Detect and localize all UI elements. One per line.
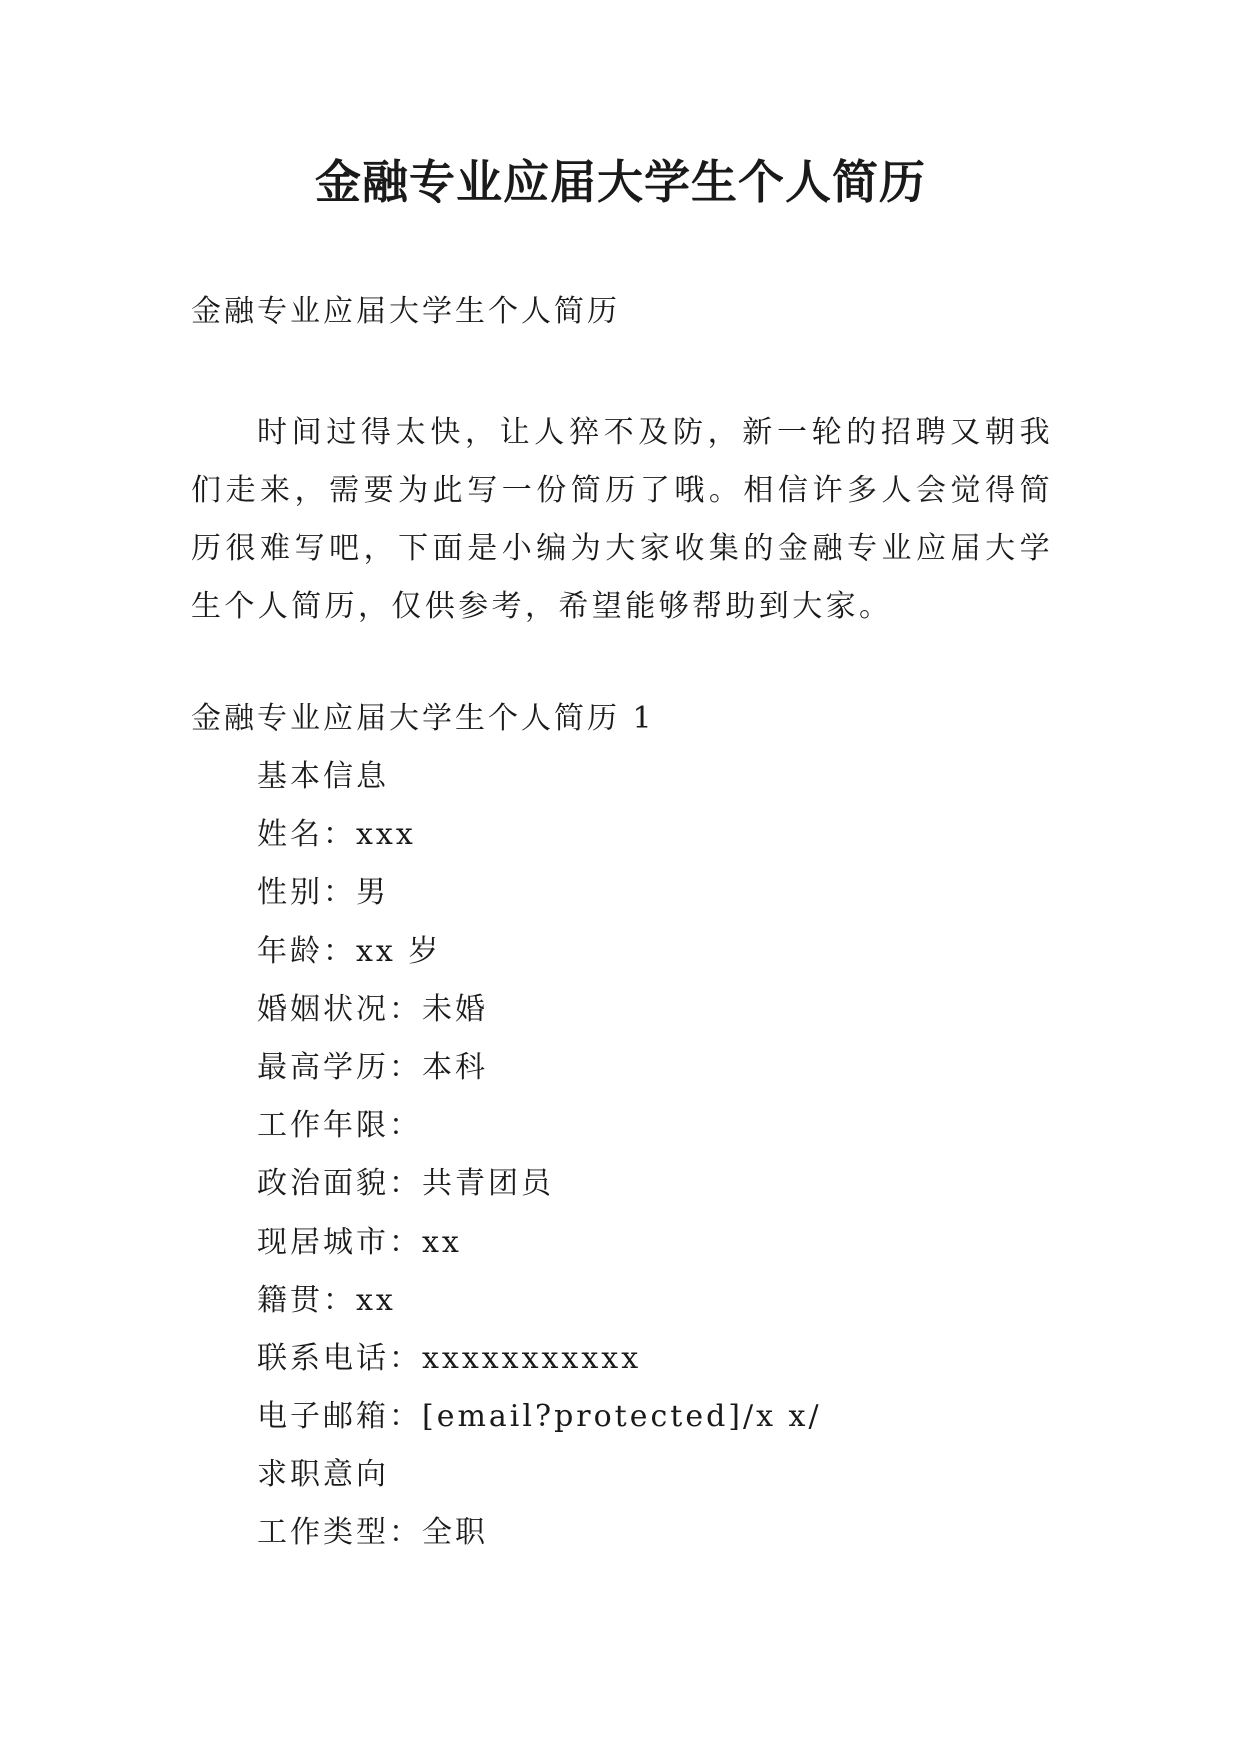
section-heading: 金融专业应届大学生个人简历 1 <box>191 701 655 736</box>
info-line-work-years: 工作年限： <box>257 1108 422 1144</box>
info-line-gender: 性别：男 <box>257 875 389 911</box>
info-line-marital-status: 婚姻状况：未婚 <box>257 991 488 1027</box>
info-line-basic-info-heading: 基本信息 <box>257 759 389 794</box>
intro-paragraph: 时间过得太快，让人猝不及防，新一轮的招聘又朝我们走来，需要为此写一份简历了哦。相信许多人会觉得简历很难写吧，下面是小编为大家收集的金融专业应届大学生个人简历，仅供参考，希望能够帮助到大家。 <box>191 415 1053 624</box>
info-line-email: 电子邮箱：[email?protected]/x x/ <box>257 1399 822 1435</box>
info-line-phone: 联系电话：xxxxxxxxxxx <box>257 1340 642 1376</box>
basic-info-list <box>257 755 822 1570</box>
info-line-political-status: 政治面貌：共青团员 <box>257 1166 554 1202</box>
info-line-age: 年龄：xx 岁 <box>257 933 442 969</box>
document-subtitle: 金融专业应届大学生个人简历 <box>191 294 620 329</box>
info-line-current-city: 现居城市：xx <box>257 1224 462 1260</box>
info-line-job-intention-heading: 求职意向 <box>257 1457 389 1493</box>
info-line-hometown: 籍贯：xx <box>257 1282 396 1318</box>
info-line-education: 最高学历：本科 <box>257 1049 488 1085</box>
info-line-job-type: 工作类型：全职 <box>257 1515 488 1551</box>
info-line-name: 姓名：xxx <box>257 817 416 853</box>
document-title: 金融专业应届大学生个人简历 <box>315 155 926 209</box>
